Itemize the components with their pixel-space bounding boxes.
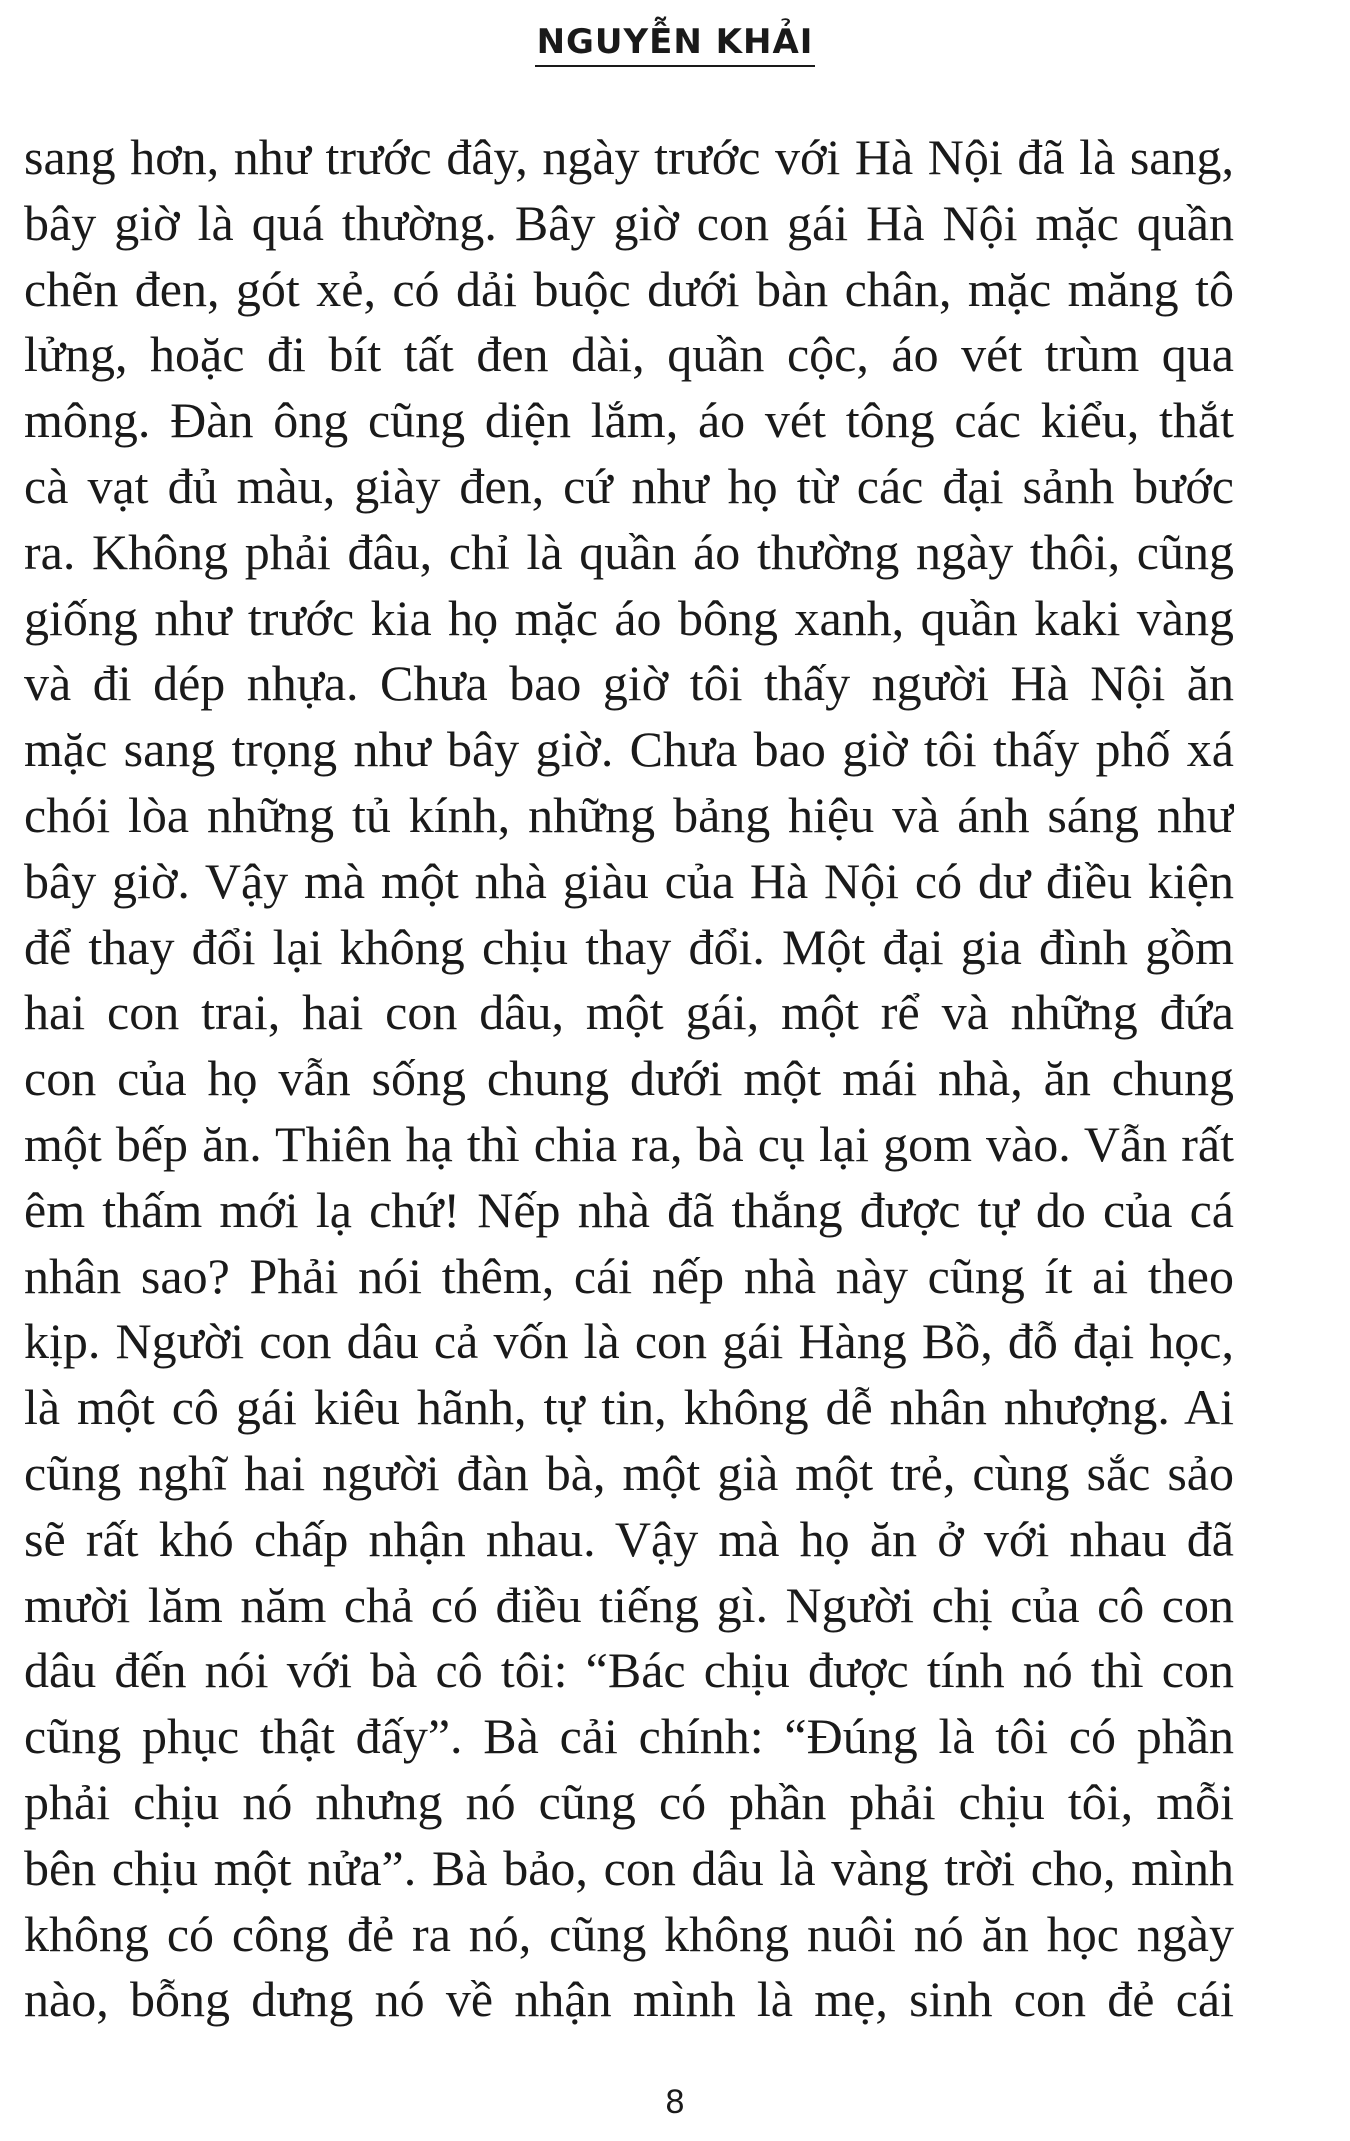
text-line: ra. Không phải đâu, chỉ là quần áo thường ngày thôi, cũng <box>24 523 1234 580</box>
text-line: mặc sang trọng như bây giờ. Chưa bao giờ tôi thấy phố xá <box>24 721 1234 778</box>
text-line: không có công đẻ ra nó, cũng không nuôi nó ăn học ngày <box>24 1905 1234 1962</box>
text-line: chẽn đen, gót xẻ, có dải buộc dưới bàn chân, mặc măng tô <box>24 260 1234 317</box>
text-line: mông. Đàn ông cũng diện lắm, áo vét tông các kiểu, thắt <box>24 392 1234 449</box>
text-line: dâu đến nói với bà cô tôi: “Bác chịu được tính nó thì con <box>24 1642 1234 1699</box>
text-line: nào, bỗng dưng nó về nhận mình là mẹ, sinh con đẻ cái <box>24 1971 1234 2028</box>
page-number: 8 <box>665 2083 685 2121</box>
text-line: lửng, hoặc đi bít tất đen dài, quần cộc, áo vét trùm qua <box>24 326 1234 383</box>
text-line: là một cô gái kiêu hãnh, tự tin, không dễ nhân nhượng. Ai <box>24 1379 1234 1436</box>
text-line: cà vạt đủ màu, giày đen, cứ như họ từ các đại sảnh bước <box>24 457 1234 514</box>
text-line: kịp. Người con dâu cả vốn là con gái Hàng Bồ, đỗ đại học, <box>24 1313 1234 1370</box>
text-line: sẽ rất khó chấp nhận nhau. Vậy mà họ ăn ở với nhau đã <box>24 1510 1234 1567</box>
text-line: và đi dép nhựa. Chưa bao giờ tôi thấy người Hà Nội ăn <box>24 655 1234 712</box>
text-line: bây giờ là quá thường. Bây giờ con gái Hà Nội mặc quần <box>24 194 1234 251</box>
text-line: cũng phục thật đấy”. Bà cải chính: “Đúng là tôi có phần <box>24 1708 1234 1765</box>
text-line: chói lòa những tủ kính, những bảng hiệu và ánh sáng như <box>24 786 1234 843</box>
text-line: mười lăm năm chả có điều tiếng gì. Người chị của cô con <box>24 1576 1234 1633</box>
text-line: để thay đổi lại không chịu thay đổi. Một đại gia đình gồm <box>24 918 1234 975</box>
text-line: bây giờ. Vậy mà một nhà giàu của Hà Nội có dư điều kiện <box>24 852 1234 909</box>
text-line: êm thấm mới lạ chứ! Nếp nhà đã thắng được tự do của cá <box>24 1181 1234 1238</box>
text-line: hai con trai, hai con dâu, một gái, một rể và những đứa <box>24 984 1234 1041</box>
body-text <box>24 125 1234 2033</box>
text-line: phải chịu nó nhưng nó cũng có phần phải chịu tôi, mỗi <box>24 1773 1234 1830</box>
running-header <box>0 22 1350 67</box>
text-line: bên chịu một nửa”. Bà bảo, con dâu là vàng trời cho, mình <box>24 1839 1234 1896</box>
text-line: một bếp ăn. Thiên hạ thì chia ra, bà cụ lại gom vào. Vẫn rất <box>24 1115 1234 1172</box>
text-line: con của họ vẫn sống chung dưới một mái nhà, ăn chung <box>24 1050 1234 1107</box>
author-name-header: NGUYỄN KHẢI <box>535 22 816 67</box>
text-line: nhân sao? Phải nói thêm, cái nếp nhà này cũng ít ai theo <box>24 1247 1234 1304</box>
text-line: sang hơn, như trước đây, ngày trước với Hà Nội đã là sang, <box>24 129 1234 185</box>
text-line: giống như trước kia họ mặc áo bông xanh, quần kaki vàng <box>24 589 1234 646</box>
text-line: cũng nghĩ hai người đàn bà, một già một trẻ, cùng sắc sảo <box>24 1444 1234 1501</box>
